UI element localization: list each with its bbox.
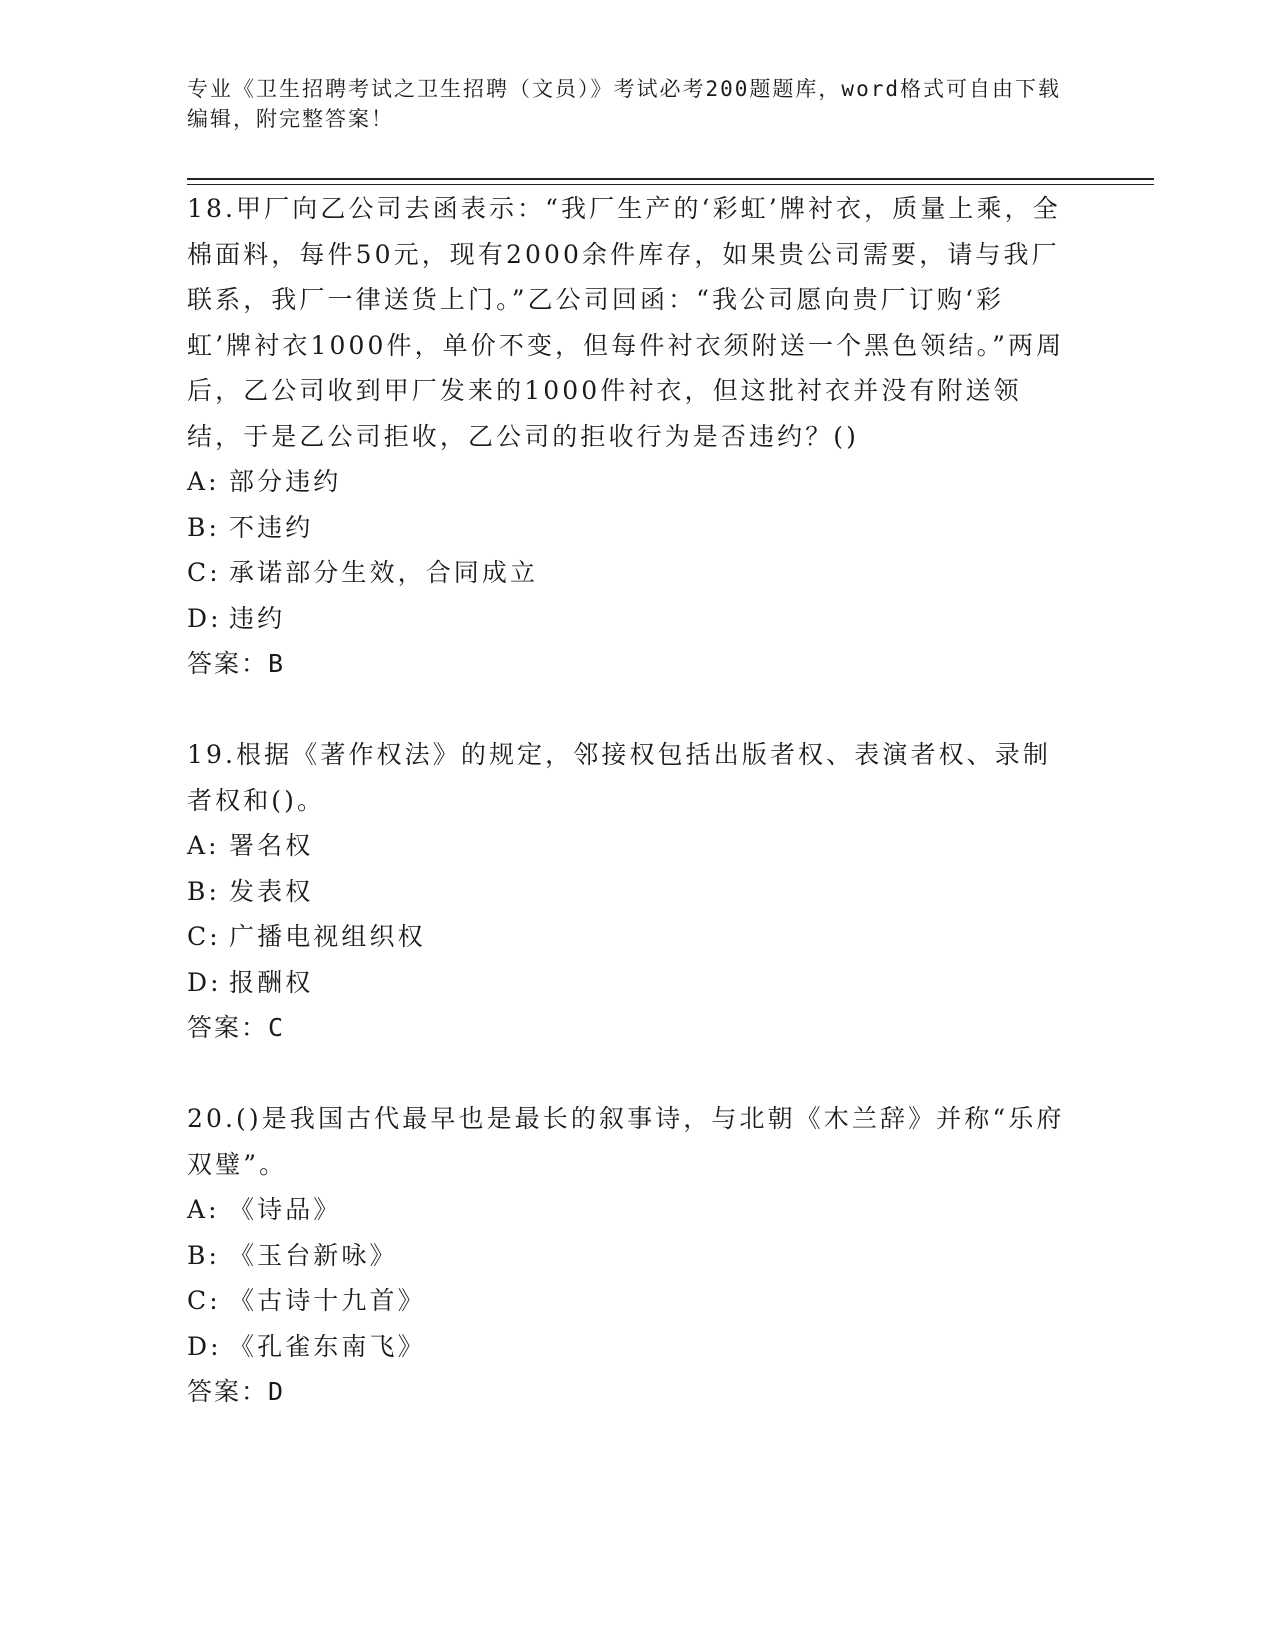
question-18 [187,186,1067,687]
header-divider-thick [187,178,1154,180]
option-a [187,459,1067,505]
option-text: 发表权 [229,876,314,906]
option-text: 《玉台新咏》 [229,1240,398,1270]
option-c [187,914,1067,960]
question-20 [187,1096,1067,1415]
option-text: 《诗品》 [229,1195,342,1224]
option-b [187,505,1067,551]
question-stem: 19.根据《著作权法》的规定，邻接权包括出版者权、表演者权、录制者权和()。 [187,740,1051,815]
option-key: B: [187,1240,220,1270]
option-d [187,1324,1067,1370]
answer-line: 答案：C [187,1013,286,1042]
option-key: D: [187,967,222,997]
option-key: C: [187,1286,221,1315]
option-text: 广播电视组织权 [229,922,426,951]
option-b [187,1233,1067,1279]
answer-line: 答案：D [187,1377,286,1406]
option-a [187,823,1067,869]
option-text: 承诺部分生效，合同成立 [229,558,539,587]
header-divider-thin [187,184,1154,185]
option-text: 部分违约 [229,467,342,496]
option-b [187,869,1067,915]
option-text: 《孔雀东南飞》 [229,1331,426,1361]
option-key: B: [187,512,220,542]
option-key: A: [187,1195,220,1224]
question-stem: 20.()是我国古代最早也是最长的叙事诗，与北朝《木兰辞》并称“乐府双璧”。 [187,1104,1065,1179]
option-text: 不违约 [229,512,314,542]
option-c [187,1278,1067,1324]
header-note: 专业《卫生招聘考试之卫生招聘（文员）》考试必考200题题库，word格式可自由下载编辑，附完整答案！ [187,77,1061,131]
answer-line: 答案：B [187,649,286,678]
option-key: C: [187,558,221,587]
option-key: A: [187,831,220,860]
option-d [187,596,1067,642]
option-key: C: [187,922,221,951]
option-key: B: [187,876,220,906]
option-a [187,1187,1067,1233]
question-19 [187,732,1067,1051]
option-text: 《古诗十九首》 [229,1286,426,1315]
question-stem: 18.甲厂向乙公司去函表示：“我厂生产的‘彩虹’牌衬衣，质量上乘，全棉面料，每件50元，现有2000余件库存，如果贵公司需要，请与我厂联系，我厂一律送货上门。”乙公司回函：“我公司愿向贵厂订购‘彩虹’牌衬衣1000件，单价不变，但每件衬衣须附送一个黑色领结。”两周后，乙公司收到甲厂发来的1000件衬衣，但这批衬衣并没有附送领结，于是乙公司拒收，乙公司的拒收行为是否违约？() [187,194,1065,451]
option-key: D: [187,1331,222,1361]
option-d [187,960,1067,1006]
option-text: 报酬权 [229,967,314,997]
option-key: D: [187,603,222,633]
option-c [187,550,1067,596]
option-text: 违约 [229,603,286,633]
option-text: 署名权 [229,831,314,860]
option-key: A: [187,467,220,496]
